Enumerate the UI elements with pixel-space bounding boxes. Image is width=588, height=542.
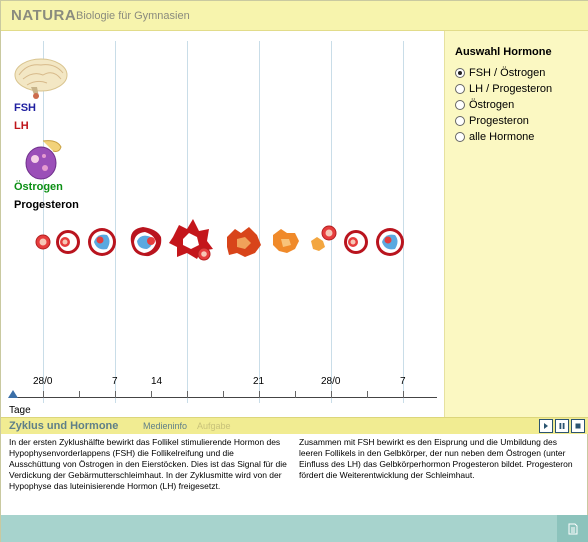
radio-label: alle Hormone	[469, 131, 535, 143]
follicle-icon	[273, 229, 299, 253]
radio-lh-progesteron[interactable]	[455, 82, 552, 96]
follicle-icon	[344, 230, 368, 254]
hormone-label-lh: LH	[14, 120, 29, 132]
cycle-timeline	[1, 371, 444, 417]
tab-aufgabe[interactable]: Aufgabe	[197, 421, 231, 431]
follicle-icon	[56, 230, 80, 254]
radio-button[interactable]	[455, 100, 465, 110]
brain-hypophysis-icon	[13, 57, 69, 101]
panel-title: Auswahl Hormone	[455, 46, 552, 58]
document-button[interactable]	[557, 515, 588, 542]
follicle-icon	[169, 219, 213, 260]
tick-label: 7	[112, 376, 118, 387]
hormone-label-progesteron: Progesteron	[14, 199, 79, 211]
follicle-icon	[311, 226, 336, 251]
axis-tick	[115, 391, 116, 398]
timeline-unit-label: Tage	[9, 405, 31, 416]
document-icon	[568, 523, 578, 535]
cycle-stage	[1, 31, 444, 417]
axis-tick	[331, 391, 332, 398]
axis-tick	[151, 391, 152, 398]
radio-label: FSH / Östrogen	[469, 67, 546, 79]
axis-tick	[187, 391, 188, 398]
pause-button[interactable]	[555, 419, 569, 433]
axis-tick	[259, 391, 260, 398]
axis-tick	[403, 391, 404, 398]
radio-oestrogen[interactable]	[455, 98, 514, 112]
brand-subtitle: Biologie für Gymnasien	[76, 10, 190, 22]
follicle-icon	[36, 235, 50, 249]
tick-label: 7	[400, 376, 406, 387]
radio-button[interactable]	[455, 132, 465, 142]
axis-tick	[43, 391, 44, 398]
radio-button[interactable]	[455, 116, 465, 126]
ovary-icon	[23, 137, 65, 181]
header-bar	[1, 1, 588, 31]
timeline-slider-handle[interactable]	[8, 390, 18, 398]
stop-icon	[574, 422, 582, 430]
follicle-icon	[131, 227, 162, 256]
brand-logo: NATURA	[11, 7, 77, 24]
radio-label: LH / Progesteron	[469, 83, 553, 95]
stop-button[interactable]	[571, 419, 585, 433]
description-left: In der ersten Zyklushälfte bewirkt das Follikel stimulierende Hormon des Hypophysenvorderlappens (FSH) die Follikelreifung und die Ausschüttung von Östrogen in den Eierstöcken. Dies ist das Signal für die Verdickung der Gebärmutterschleimhaut. In der Zyklusmitte wird von der Hypophyse das luteinisierende Hormon (LH) freigesetzt.	[9, 437, 287, 491]
tick-label: 28/0	[33, 376, 53, 387]
footer-bar	[1, 515, 588, 542]
hormone-selection-panel	[444, 31, 588, 417]
follicle-icon	[227, 227, 261, 257]
radio-button[interactable]	[455, 68, 465, 78]
follicle-icon	[376, 228, 404, 256]
tick-label: 14	[151, 376, 163, 387]
tab-medieninfo[interactable]: Medieninfo	[143, 421, 188, 431]
next-button[interactable]	[539, 419, 553, 433]
section-bar	[1, 417, 588, 434]
follicle-row	[1, 211, 444, 271]
radio-fsh-oestrogen[interactable]	[455, 66, 545, 80]
tick-label: 28/0	[321, 376, 341, 387]
radio-alle-hormone[interactable]	[455, 130, 534, 144]
hormone-label-oestrogen: Östrogen	[14, 181, 63, 193]
tick-label: 21	[253, 376, 265, 387]
next-icon	[542, 422, 550, 430]
description-right: Zusammen mit FSH bewirkt es den Eisprung und die Umbildung des leeren Follikels in den Gelbkörper, der nun neben dem Östrogen (unter Einfluss des LH) das Gelbkörperhormon Progesteron bildet. Progesteron fördert die Weiterentwicklung der Schleimhaut.	[299, 437, 573, 480]
radio-progesteron[interactable]	[455, 114, 529, 128]
pause-icon	[558, 422, 566, 430]
radio-label: Östrogen	[469, 99, 515, 111]
axis-tick	[295, 391, 296, 398]
axis-tick	[367, 391, 368, 398]
section-title: Zyklus und Hormone	[9, 420, 119, 432]
radio-button[interactable]	[455, 84, 465, 94]
timeline-axis	[11, 397, 437, 398]
radio-label: Progesteron	[469, 115, 529, 127]
axis-tick	[79, 391, 80, 398]
axis-tick	[223, 391, 224, 398]
follicle-icon	[88, 228, 116, 256]
hormone-label-fsh: FSH	[14, 102, 36, 114]
